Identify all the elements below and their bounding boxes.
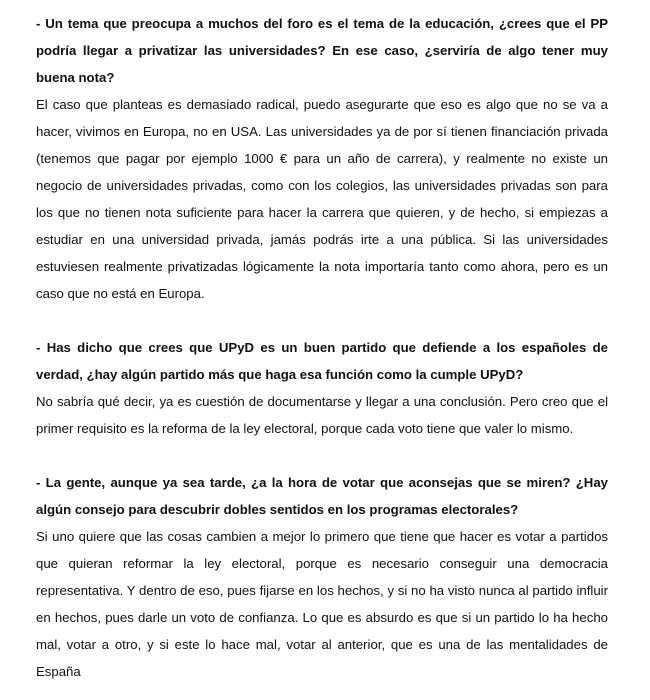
paragraph-spacer [36,442,608,469]
answer-education: El caso que planteas es demasiado radical, puedo asegurarte que eso es algo que no se va a hacer, vivimos en Europa, no en USA. Las universidades ya de por sí tienen financiación privada (tenemos que pagar por ejemplo 1000 € para un año de carrera), y realmente no existe un negocio de universidades privadas, como con los colegios, las universidades privadas son para los que no tienen nota suficiente para hacer la carrera que quieren, y de hecho, si empiezas a estudiar en una universidad privada, jamás podrás irte a una pública. Si las universidades estuviesen realmente privatizadas lógicamente la nota importaría tanto como ahora, pero es un caso que no está en Europa. [36,97,608,301]
answer-upyd: No sabría qué decir, ya es cuestión de documentarse y llegar a una conclusión. Pero creo que el primer requisito es la reforma de la ley electoral, porque cada voto tiene que valer lo mismo. [36,394,608,436]
qa-block-education [36,10,608,307]
paragraph-spacer [36,307,608,334]
question-education: - Un tema que preocupa a muchos del foro es el tema de la educación, ¿crees que el PP podría llegar a privatizar las universidades? En ese caso, ¿serviría de algo tener muy buena nota? [36,16,608,85]
question-voting-advice: - La gente, aunque ya sea tarde, ¿a la hora de votar que aconsejas que se miren? ¿Hay algún consejo para descubrir dobles sentidos en los programas electorales? [36,475,608,517]
answer-voting-advice: Si uno quiere que las cosas cambien a mejor lo primero que tiene que hacer es votar a partidos que quieran reformar la ley electoral, porque es necesario conseguir una democracia representativa. Y dentro de eso, pues fijarse en los hechos, y si no ha visto nunca al partido influir en hechos, pues darle un voto de confianza. Lo que es absurdo es que si un partido lo ha hecho mal, votar a otro, y si este lo hace mal, votar al anterior, que es una de las mentalidades de España [36,529,608,679]
qa-block-upyd [36,334,608,442]
document-page [36,10,608,685]
qa-block-voting-advice [36,469,608,685]
question-upyd: - Has dicho que crees que UPyD es un buen partido que defiende a los españoles de verdad, ¿hay algún partido más que haga esa función como la cumple UPyD? [36,340,608,382]
